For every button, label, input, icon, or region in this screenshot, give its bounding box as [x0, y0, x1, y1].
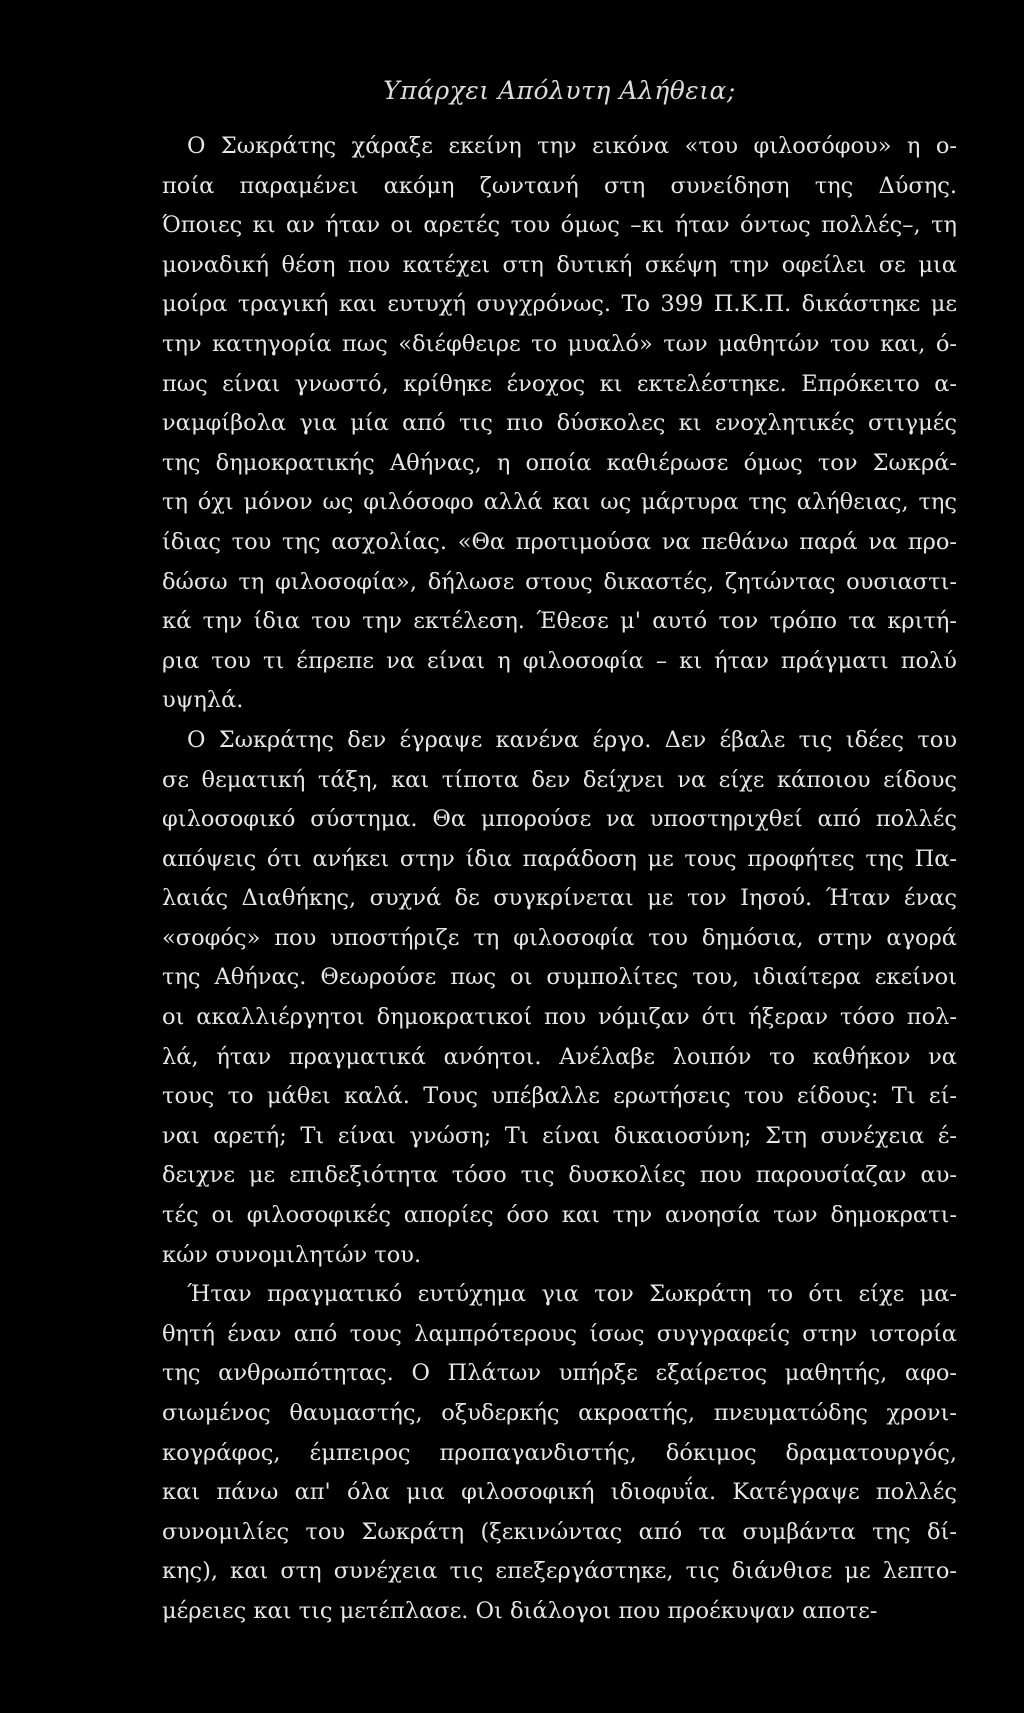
text-line: μοίρα τραγική και ευτυχή συγχρόνως. Το 399 Π.Κ.Π. δικάστηκε με — [162, 291, 957, 318]
body-text — [162, 127, 957, 1632]
text-line: δώσω τη φιλοσοφία», δήλωσε στους δικαστές, ζητώντας ουσιαστι- — [162, 568, 957, 595]
text-line: λά, ήταν πραγματικά ανόητοι. Ανέλαβε λοιπόν το καθήκον να — [162, 1043, 957, 1070]
text-line: ίδιας του της ασχολίας. «Θα προτιμούσα να πεθάνω παρά να προ- — [162, 528, 957, 555]
text-line: κης), και στη συνέχεια τις επεξεργάστηκε, τις διάνθισε με λεπτο- — [162, 1558, 957, 1585]
paragraph-3 — [162, 1275, 957, 1631]
text-line: απόψεις ότι ανήκει στην ίδια παράδοση με τους προφήτες της Πα- — [162, 845, 957, 872]
text-line: και πάνω απ' όλα μια φιλοσοφική ιδιοφυΐα. Κατέγραψε πολλές — [162, 1479, 957, 1506]
text-line: τη όχι μόνον ως φιλόσοφο αλλά και ως μάρτυρα της αλήθειας, της — [162, 489, 957, 516]
text-line: σιωμένος θαυμαστής, οξυδερκής ακροατής, πνευματώδης χρονι- — [162, 1400, 957, 1426]
text-line: Ήταν πραγματικό ευτύχημα για τον Σωκράτη το ότι είχε μα- — [187, 1281, 957, 1308]
text-line: Όποιες κι αν ήταν οι αρετές του όμως –κι ήταν όντως πολλές–, τη — [162, 212, 957, 239]
book-page — [162, 76, 957, 1632]
text-line: Ο Σωκράτης δεν έγραψε κανένα έργο. Δεν έβαλε τις ιδέες του — [187, 726, 957, 753]
text-line: τους το μάθει καλά. Τους υπέβαλλε ερωτήσεις του είδους: Τι εί- — [162, 1083, 957, 1110]
text-line: την κατηγορία πως «διέφθειρε το μυαλό» των μαθητών του και, ό- — [162, 330, 957, 357]
paragraph-2 — [162, 721, 957, 1275]
text-line: κά την ίδια του την εκτέλεση. Έθεσε μ' αυτό τον τρόπο τα κριτή- — [162, 608, 957, 635]
text-line: της δημοκρατικής Αθήνας, η οποία καθιέρωσε όμως τον Σωκρά- — [162, 449, 957, 476]
text-line: δειχνε με επιδεξιότητα τόσο τις δυσκολίες που παρουσίαζαν αυ- — [162, 1162, 957, 1189]
text-line: ναι αρετή; Τι είναι γνώση; Τι είναι δικαιοσύνη; Στη συνέχεια έ- — [162, 1122, 957, 1149]
text-line: κογράφος, έμπειρος προπαγανδιστής, δόκιμος δραματουργός, — [162, 1439, 957, 1466]
text-line: πως είναι γνωστό, κρίθηκε ένοχος κι εκτελέστηκε. Επρόκειτο α- — [162, 370, 957, 397]
text-line: θητή έναν από τους λαμπρότερους ίσως συγγραφείς στην ιστορία — [162, 1320, 957, 1347]
text-line: φιλοσοφικό σύστημα. Θα μπορούσε να υποστηριχθεί από πολλές — [162, 806, 957, 833]
text-line: ποία παραμένει ακόμη ζωντανή στη συνείδηση της Δύσης. — [162, 172, 957, 199]
text-line: οι ακαλλιέργητοι δημοκρατικοί που νόμιζαν ότι ήξεραν τόσο πολ- — [162, 1004, 957, 1031]
text-line: της ανθρωπότητας. Ο Πλάτων υπήρξε εξαίρετος μαθητής, αφο- — [162, 1360, 957, 1387]
running-head: Υπάρχει Απόλυτη Αλήθεια; — [383, 76, 736, 105]
text-line: κών συνομιλητών του. — [162, 1241, 422, 1268]
text-line: της Αθήνας. Θεωρούσε πως οι συμπολίτες του, ιδιαίτερα εκείνοι — [162, 964, 957, 991]
text-line: ναμφίβολα για μία από τις πιο δύσκολες κι ενοχλητικές στιγμές — [162, 410, 957, 437]
text-line: λαιάς Διαθήκης, συχνά δε συγκρίνεται με τον Ιησού. Ήταν ένας — [162, 885, 957, 912]
text-line: συνομιλίες του Σωκράτη (ξεκινώντας από τα συμβάντα της δί- — [162, 1518, 957, 1545]
text-line: μέρειες και τις μετέπλασε. Οι διάλογοι που προέκυψαν αποτε- — [162, 1597, 878, 1624]
text-line: σε θεματική τάξη, και τίποτα δεν δείχνει να είχε κάποιου είδους — [162, 766, 957, 793]
text-line: τές οι φιλοσοφικές απορίες όσο και την ανοησία των δημοκρατι- — [162, 1202, 957, 1229]
text-line: «σοφός» που υποστήριζε τη φιλοσοφία του δημόσια, στην αγορά — [162, 924, 957, 951]
text-line: μοναδική θέση που κατέχει στη δυτική σκέψη την οφείλει σε μια — [162, 251, 957, 278]
text-line: ρια του τι έπρεπε να είναι η φιλοσοφία – κι ήταν πράγματι πολύ — [162, 647, 957, 674]
paragraph-1 — [162, 127, 957, 721]
text-line: υψηλά. — [162, 687, 244, 714]
text-line: Ο Σωκράτης χάραξε εκείνη την εικόνα «του φιλοσόφου» η ο- — [187, 133, 957, 159]
